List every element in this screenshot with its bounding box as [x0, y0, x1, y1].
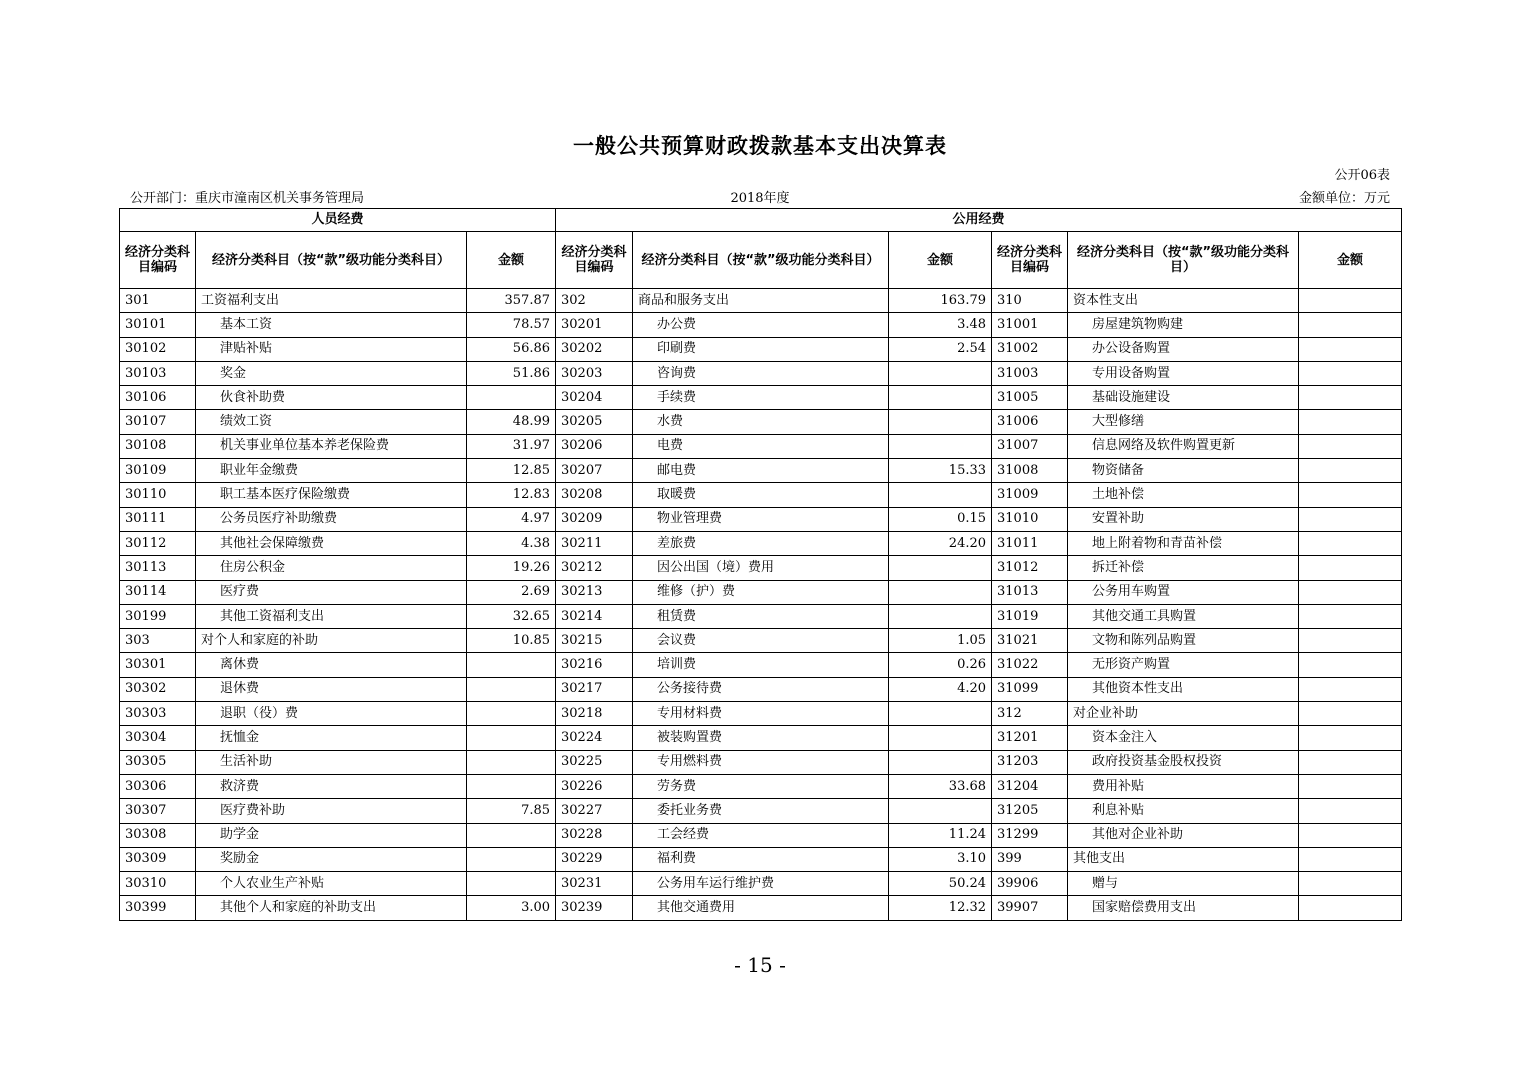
amount-unit: 金额单位：万元: [1298, 191, 1390, 206]
item-amount: [1299, 386, 1402, 410]
item-name: 公务员医疗补助缴费: [196, 507, 467, 531]
table-row: [120, 313, 1402, 337]
item-amount: [467, 726, 556, 750]
table-body: [120, 289, 1402, 921]
item-name: 其他支出: [1068, 847, 1299, 871]
item-name: 无形资产购置: [1068, 653, 1299, 677]
item-code: 30207: [556, 459, 633, 483]
table-row: [120, 847, 1402, 871]
item-amount: 0.15: [889, 507, 992, 531]
item-name: 国家赔偿费用支出: [1068, 896, 1299, 920]
item-name: 救济费: [196, 774, 467, 798]
item-amount: [467, 750, 556, 774]
item-amount: 4.97: [467, 507, 556, 531]
item-amount: [467, 653, 556, 677]
expenditure-table: [119, 208, 1402, 921]
table-row: [120, 604, 1402, 628]
item-amount: [1299, 774, 1402, 798]
item-code: 30205: [556, 410, 633, 434]
item-code: 30114: [120, 580, 196, 604]
item-name: 生活补助: [196, 750, 467, 774]
item-amount: [467, 847, 556, 871]
item-amount: 7.85: [467, 799, 556, 823]
item-amount: [1299, 483, 1402, 507]
column-header-row: [120, 232, 1402, 289]
item-name: 物业管理费: [633, 507, 889, 531]
item-name: 其他工资福利支出: [196, 604, 467, 628]
item-name: 地上附着物和青苗补偿: [1068, 531, 1299, 555]
col-code-header: 经济分类科目编码: [992, 232, 1068, 289]
item-name: 其他个人和家庭的补助支出: [196, 896, 467, 920]
table-row: [120, 823, 1402, 847]
item-code: 30212: [556, 556, 633, 580]
item-name: 助学金: [196, 823, 467, 847]
item-name: 机关事业单位基本养老保险费: [196, 434, 467, 458]
item-amount: 12.32: [889, 896, 992, 920]
item-code: 30224: [556, 726, 633, 750]
item-name: 文物和陈列品购置: [1068, 629, 1299, 653]
item-amount: 78.57: [467, 313, 556, 337]
item-code: 312: [992, 702, 1068, 726]
item-amount: [1299, 896, 1402, 920]
item-code: 31019: [992, 604, 1068, 628]
item-code: 39907: [992, 896, 1068, 920]
item-name: 医疗费补助: [196, 799, 467, 823]
item-code: 30208: [556, 483, 633, 507]
table-row: [120, 702, 1402, 726]
item-amount: [889, 726, 992, 750]
item-name: 工会经费: [633, 823, 889, 847]
item-code: 30304: [120, 726, 196, 750]
item-code: 31022: [992, 653, 1068, 677]
item-amount: [889, 604, 992, 628]
item-code: 302: [556, 289, 633, 313]
item-code: 30226: [556, 774, 633, 798]
page-number: - 15 -: [734, 953, 786, 977]
table-row: [120, 799, 1402, 823]
col-code-header: 经济分类科目编码: [556, 232, 633, 289]
item-code: 31010: [992, 507, 1068, 531]
item-code: 30309: [120, 847, 196, 871]
department-label: 公开部门：重庆市潼南区机关事务管理局: [130, 191, 365, 206]
table-row: [120, 774, 1402, 798]
item-amount: 48.99: [467, 410, 556, 434]
item-name: 会议费: [633, 629, 889, 653]
item-name: 手续费: [633, 386, 889, 410]
item-amount: [1299, 750, 1402, 774]
table-row: [120, 361, 1402, 385]
item-amount: 50.24: [889, 872, 992, 896]
item-name: 赠与: [1068, 872, 1299, 896]
item-code: 30225: [556, 750, 633, 774]
item-code: 31201: [992, 726, 1068, 750]
group-personnel: 人员经费: [120, 209, 556, 232]
item-name: 专用材料费: [633, 702, 889, 726]
item-code: 30102: [120, 337, 196, 361]
item-name: 抚恤金: [196, 726, 467, 750]
item-amount: [1299, 459, 1402, 483]
item-code: 30239: [556, 896, 633, 920]
item-code: 31001: [992, 313, 1068, 337]
item-name: 资本金注入: [1068, 726, 1299, 750]
item-name: 离休费: [196, 653, 467, 677]
item-amount: [1299, 361, 1402, 385]
item-amount: [889, 410, 992, 434]
item-name: 退休费: [196, 677, 467, 701]
table-row: [120, 580, 1402, 604]
item-code: 31203: [992, 750, 1068, 774]
table-row: [120, 677, 1402, 701]
item-amount: [1299, 556, 1402, 580]
item-amount: [1299, 434, 1402, 458]
item-code: 301: [120, 289, 196, 313]
item-name: 办公设备购置: [1068, 337, 1299, 361]
item-code: 30231: [556, 872, 633, 896]
item-amount: 4.20: [889, 677, 992, 701]
item-amount: [889, 702, 992, 726]
item-code: 39906: [992, 872, 1068, 896]
table-row: [120, 872, 1402, 896]
item-name: 维修（护）费: [633, 580, 889, 604]
item-name: 医疗费: [196, 580, 467, 604]
item-code: 30229: [556, 847, 633, 871]
item-name: 其他交通工具购置: [1068, 604, 1299, 628]
item-name: 公务用车购置: [1068, 580, 1299, 604]
col-name-header: 经济分类科目（按“款”级功能分类科目）: [633, 232, 889, 289]
group-public: 公用经费: [556, 209, 1402, 232]
item-name: 住房公积金: [196, 556, 467, 580]
item-code: 31007: [992, 434, 1068, 458]
table-row: [120, 750, 1402, 774]
item-name: 取暖费: [633, 483, 889, 507]
item-amount: [467, 702, 556, 726]
group-header-row: [120, 209, 1402, 232]
item-code: 31012: [992, 556, 1068, 580]
item-name: 利息补贴: [1068, 799, 1299, 823]
item-code: 30202: [556, 337, 633, 361]
item-name: 公务接待费: [633, 677, 889, 701]
item-name: 个人农业生产补贴: [196, 872, 467, 896]
item-name: 劳务费: [633, 774, 889, 798]
item-name: 费用补贴: [1068, 774, 1299, 798]
item-amount: [1299, 629, 1402, 653]
item-code: 30203: [556, 361, 633, 385]
item-amount: 4.38: [467, 531, 556, 555]
item-amount: [1299, 580, 1402, 604]
item-code: 30214: [556, 604, 633, 628]
item-code: 30209: [556, 507, 633, 531]
item-name: 其他对企业补助: [1068, 823, 1299, 847]
item-amount: [1299, 531, 1402, 555]
item-amount: [889, 434, 992, 458]
col-code-header: 经济分类科目编码: [120, 232, 196, 289]
item-amount: 19.26: [467, 556, 556, 580]
item-code: 399: [992, 847, 1068, 871]
item-name: 对个人和家庭的补助: [196, 629, 467, 653]
col-amount-header: 金额: [467, 232, 556, 289]
item-code: 31005: [992, 386, 1068, 410]
item-amount: [889, 750, 992, 774]
item-amount: 3.48: [889, 313, 992, 337]
item-amount: [1299, 677, 1402, 701]
item-amount: [1299, 604, 1402, 628]
item-code: 30201: [556, 313, 633, 337]
item-code: 31205: [992, 799, 1068, 823]
item-code: 30218: [556, 702, 633, 726]
item-code: 31204: [992, 774, 1068, 798]
item-code: 30227: [556, 799, 633, 823]
table-row: [120, 337, 1402, 361]
item-amount: [889, 483, 992, 507]
item-amount: [1299, 872, 1402, 896]
item-amount: 51.86: [467, 361, 556, 385]
item-code: 30305: [120, 750, 196, 774]
item-code: 31021: [992, 629, 1068, 653]
item-name: 被装购置费: [633, 726, 889, 750]
item-code: 30103: [120, 361, 196, 385]
item-code: 30399: [120, 896, 196, 920]
item-code: 30111: [120, 507, 196, 531]
item-code: 30213: [556, 580, 633, 604]
item-code: 30302: [120, 677, 196, 701]
item-code: 30215: [556, 629, 633, 653]
fiscal-year: 2018年度: [730, 191, 790, 206]
item-code: 30109: [120, 459, 196, 483]
item-amount: [1299, 337, 1402, 361]
item-name: 津贴补贴: [196, 337, 467, 361]
form-number: 公开06表: [1334, 168, 1390, 183]
item-amount: 12.85: [467, 459, 556, 483]
item-code: 303: [120, 629, 196, 653]
item-name: 绩效工资: [196, 410, 467, 434]
item-name: 商品和服务支出: [633, 289, 889, 313]
item-code: 31008: [992, 459, 1068, 483]
item-code: 31009: [992, 483, 1068, 507]
item-name: 房屋建筑物购建: [1068, 313, 1299, 337]
item-code: 30308: [120, 823, 196, 847]
item-name: 办公费: [633, 313, 889, 337]
item-code: 30211: [556, 531, 633, 555]
item-amount: [889, 386, 992, 410]
item-name: 福利费: [633, 847, 889, 871]
item-amount: [467, 774, 556, 798]
item-amount: 2.69: [467, 580, 556, 604]
item-code: 31011: [992, 531, 1068, 555]
item-name: 职业年金缴费: [196, 459, 467, 483]
col-name-header: 经济分类科目（按“款”级功能分类科目）: [196, 232, 467, 289]
item-amount: [467, 823, 556, 847]
table-row: [120, 507, 1402, 531]
item-amount: 56.86: [467, 337, 556, 361]
item-amount: 12.83: [467, 483, 556, 507]
item-name: 拆迁补偿: [1068, 556, 1299, 580]
table-row: [120, 483, 1402, 507]
item-name: 伙食补助费: [196, 386, 467, 410]
item-name: 差旅费: [633, 531, 889, 555]
item-amount: [1299, 799, 1402, 823]
item-name: 租赁费: [633, 604, 889, 628]
item-amount: [1299, 313, 1402, 337]
item-amount: 24.20: [889, 531, 992, 555]
col-amount-header: 金额: [889, 232, 992, 289]
item-amount: 3.10: [889, 847, 992, 871]
col-name-header: 经济分类科目（按“款”级功能分类科目）: [1068, 232, 1299, 289]
item-code: 30301: [120, 653, 196, 677]
item-code: 30107: [120, 410, 196, 434]
table-row: [120, 896, 1402, 920]
item-code: 310: [992, 289, 1068, 313]
item-code: 30310: [120, 872, 196, 896]
table-row: [120, 459, 1402, 483]
item-code: 30228: [556, 823, 633, 847]
item-code: 31013: [992, 580, 1068, 604]
item-name: 咨询费: [633, 361, 889, 385]
item-amount: [889, 361, 992, 385]
table-row: [120, 289, 1402, 313]
item-name: 大型修缮: [1068, 410, 1299, 434]
item-amount: 33.68: [889, 774, 992, 798]
item-name: 工资福利支出: [196, 289, 467, 313]
item-name: 电费: [633, 434, 889, 458]
item-code: 30217: [556, 677, 633, 701]
item-name: 基础设施建设: [1068, 386, 1299, 410]
item-amount: [1299, 653, 1402, 677]
table-row: [120, 556, 1402, 580]
item-amount: 2.54: [889, 337, 992, 361]
item-name: 对企业补助: [1068, 702, 1299, 726]
item-amount: [467, 677, 556, 701]
item-code: 30199: [120, 604, 196, 628]
item-amount: 31.97: [467, 434, 556, 458]
item-code: 30110: [120, 483, 196, 507]
item-code: 31002: [992, 337, 1068, 361]
item-code: 30108: [120, 434, 196, 458]
item-code: 30303: [120, 702, 196, 726]
table-row: [120, 531, 1402, 555]
item-name: 专用设备购置: [1068, 361, 1299, 385]
item-amount: 357.87: [467, 289, 556, 313]
item-code: 30306: [120, 774, 196, 798]
item-amount: [467, 872, 556, 896]
item-amount: 1.05: [889, 629, 992, 653]
meta-row: [130, 187, 1390, 205]
item-name: 水费: [633, 410, 889, 434]
item-name: 土地补偿: [1068, 483, 1299, 507]
item-name: 安置补助: [1068, 507, 1299, 531]
item-code: 31299: [992, 823, 1068, 847]
item-code: 31006: [992, 410, 1068, 434]
item-code: 30112: [120, 531, 196, 555]
item-amount: 11.24: [889, 823, 992, 847]
table-row: [120, 410, 1402, 434]
item-name: 基本工资: [196, 313, 467, 337]
item-name: 委托业务费: [633, 799, 889, 823]
item-name: 退职（役）费: [196, 702, 467, 726]
item-code: 30204: [556, 386, 633, 410]
item-name: 专用燃料费: [633, 750, 889, 774]
item-amount: [889, 799, 992, 823]
item-name: 物资储备: [1068, 459, 1299, 483]
item-amount: [1299, 823, 1402, 847]
item-amount: 163.79: [889, 289, 992, 313]
item-amount: [1299, 702, 1402, 726]
item-name: 奖励金: [196, 847, 467, 871]
table-row: [120, 629, 1402, 653]
item-name: 职工基本医疗保险缴费: [196, 483, 467, 507]
item-code: 30106: [120, 386, 196, 410]
table-row: [120, 653, 1402, 677]
page-title: 一般公共预算财政拨款基本支出决算表: [573, 134, 947, 158]
item-amount: [467, 386, 556, 410]
item-name: 资本性支出: [1068, 289, 1299, 313]
col-amount-header: 金额: [1299, 232, 1402, 289]
item-amount: [889, 580, 992, 604]
item-name: 其他资本性支出: [1068, 677, 1299, 701]
item-code: 30206: [556, 434, 633, 458]
table-row: [120, 726, 1402, 750]
item-amount: [1299, 410, 1402, 434]
item-code: 30307: [120, 799, 196, 823]
item-amount: 15.33: [889, 459, 992, 483]
item-name: 印刷费: [633, 337, 889, 361]
item-name: 因公出国（境）费用: [633, 556, 889, 580]
item-amount: [889, 556, 992, 580]
item-name: 其他社会保障缴费: [196, 531, 467, 555]
item-amount: 3.00: [467, 896, 556, 920]
table-row: [120, 386, 1402, 410]
item-name: 公务用车运行维护费: [633, 872, 889, 896]
item-name: 培训费: [633, 653, 889, 677]
item-amount: 0.26: [889, 653, 992, 677]
item-name: 政府投资基金股权投资: [1068, 750, 1299, 774]
item-amount: [1299, 726, 1402, 750]
item-amount: 10.85: [467, 629, 556, 653]
item-code: 31003: [992, 361, 1068, 385]
item-code: 30101: [120, 313, 196, 337]
table-row: [120, 434, 1402, 458]
item-name: 其他交通费用: [633, 896, 889, 920]
item-amount: [1299, 289, 1402, 313]
item-name: 邮电费: [633, 459, 889, 483]
item-name: 信息网络及软件购置更新: [1068, 434, 1299, 458]
item-amount: [1299, 507, 1402, 531]
item-code: 30113: [120, 556, 196, 580]
item-name: 奖金: [196, 361, 467, 385]
item-code: 31099: [992, 677, 1068, 701]
item-amount: 32.65: [467, 604, 556, 628]
item-code: 30216: [556, 653, 633, 677]
item-amount: [1299, 847, 1402, 871]
